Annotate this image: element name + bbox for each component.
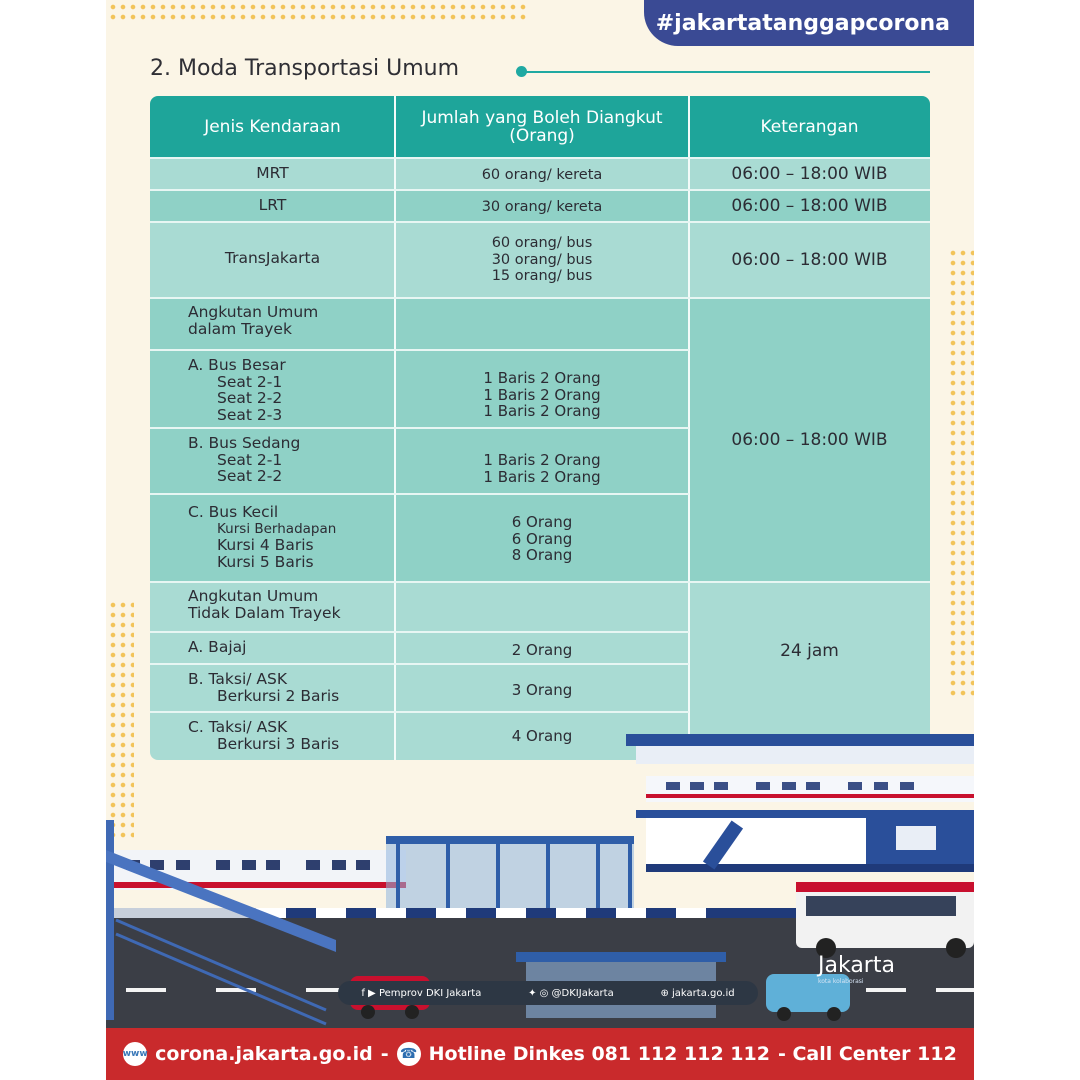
grid-h-header: [150, 157, 930, 159]
twitter-label: @DKIJakarta: [551, 987, 614, 999]
bus-kecil-seat-2: Kursi 4 Baris: [217, 536, 314, 554]
bus-kecil-counts: [395, 494, 689, 582]
bus-besar-count-3: 1 Baris 2 Orang: [483, 402, 601, 420]
bus-kecil-seat-1: Kursi Berhadapan: [217, 520, 337, 537]
twitter-link[interactable]: [528, 988, 614, 999]
grid-h-sedang: [150, 493, 689, 495]
bus-besar-counts: [395, 350, 689, 428]
globe-icon: ⊕: [660, 987, 673, 999]
grid-h-taksi2: [150, 711, 689, 713]
bus-besar-count-1: 1 Baris 2 Orang: [483, 369, 601, 387]
bajaj-label: A. Bajaj: [150, 632, 395, 664]
dots-right: [948, 248, 974, 698]
non-trayek-label: [150, 582, 395, 632]
hashtag-banner: #jakartatanggapcorona: [644, 0, 974, 46]
header-keterangan: Keterangan: [689, 96, 930, 158]
bus-besar-seat-3: Seat 2-3: [217, 405, 283, 424]
non-trayek-label-line1: Angkutan Umum: [188, 587, 319, 605]
grid-h-mrt: [150, 189, 930, 191]
taksi3-label-line1: C. Taksi/ ASK: [188, 718, 288, 736]
bus-sedang-seat-1: Seat 2-1: [217, 450, 283, 469]
non-trayek-count-empty: [395, 582, 689, 632]
footer-separator: -: [380, 1043, 389, 1065]
bus-besar-title: A. Bus Besar: [188, 356, 286, 374]
bus-kecil-count-2: 6 Orang: [511, 529, 573, 548]
row-mrt-time: 06:00 – 18:00 WIB: [689, 158, 930, 190]
row-mrt-name: MRT: [150, 158, 395, 190]
row-lrt-time: 06:00 – 18:00 WIB: [689, 190, 930, 222]
grid-h-trayek: [150, 349, 689, 351]
row-tj-counts: [395, 222, 689, 298]
trayek-label-line2: dalam Trayek: [188, 319, 292, 338]
www-icon: www: [123, 1042, 147, 1066]
web-label: jakarta.go.id: [672, 987, 735, 999]
web-link[interactable]: [660, 988, 734, 999]
jakarta-logo: Jakarta: [818, 953, 895, 978]
bus-besar-count-2: 1 Baris 2 Orang: [483, 385, 601, 404]
non-trayek-label-line2: Tidak Dalam Trayek: [188, 603, 341, 622]
bus-kecil-seat-3: Kursi 5 Baris: [217, 552, 314, 571]
facebook-youtube-icon: f ▶: [361, 987, 379, 999]
bus-sedang-seat-2: Seat 2-2: [217, 467, 283, 485]
taksi3-label-line2: Berkursi 3 Baris: [217, 734, 340, 753]
twitter-instagram-icon: ✦ ◎: [528, 987, 552, 999]
bus-sedang-title: B. Bus Sedang: [188, 434, 301, 452]
header-jumlah: Jumlah yang Boleh Diangkut (Orang): [395, 96, 689, 158]
row-lrt-count: 30 orang/ kereta: [395, 190, 689, 222]
bus-besar-seat-1: Seat 2-1: [217, 372, 283, 391]
grid-h-besar: [150, 427, 689, 429]
bus-kecil-count-1: 6 Orang: [511, 513, 573, 531]
trayek-time: 06:00 – 18:00 WIB: [689, 298, 930, 582]
phone-icon: ☎: [397, 1042, 421, 1066]
taksi3-count: 4 Orang: [395, 712, 689, 760]
section-title: 2. Moda Transportasi Umum: [150, 56, 460, 81]
trayek-label-line1: Angkutan Umum: [188, 303, 319, 321]
social-bar: [338, 981, 758, 1005]
grid-h-tj: [150, 297, 930, 299]
taksi2-label-line1: B. Taksi/ ASK: [188, 670, 288, 688]
row-tj-time: 06:00 – 18:00 WIB: [689, 222, 930, 298]
footer-website[interactable]: corona.jakarta.go.id: [155, 1043, 373, 1065]
taksi2-label-line2: Berkursi 2 Baris: [217, 686, 340, 705]
bus-kecil-count-3: 8 Orang: [511, 546, 573, 564]
facebook-label: Pemprov DKI Jakarta: [378, 987, 482, 999]
tj-count-1: 60 orang/ bus: [491, 235, 593, 251]
bus-kecil-label: [150, 494, 395, 582]
bus-kecil-title: C. Bus Kecil: [188, 503, 279, 521]
non-trayek-time: 24 jam: [689, 582, 930, 760]
poster: [106, 0, 974, 1080]
bus-sedang-counts: [395, 428, 689, 494]
footer-bar: [106, 1028, 974, 1080]
footer-hotline: Hotline Dinkes 081 112 112 112: [428, 1043, 770, 1065]
grid-h-lrt: [150, 221, 930, 223]
bus-sedang-count-1: 1 Baris 2 Orang: [483, 451, 601, 469]
row-lrt-name: LRT: [150, 190, 395, 222]
transport-table: [150, 96, 930, 760]
trayek-label: [150, 298, 395, 350]
taksi2-label: [150, 664, 395, 712]
bus-sedang-count-2: 1 Baris 2 Orang: [483, 467, 601, 486]
trayek-count-empty: [395, 298, 689, 350]
facebook-link[interactable]: [361, 988, 481, 999]
jakarta-tagline: kota kolaborasi: [818, 978, 864, 985]
bajaj-count: 2 Orang: [395, 632, 689, 664]
grid-h-bajaj: [150, 663, 689, 665]
bus-besar-label: [150, 350, 395, 428]
grid-h-nontrayek: [150, 631, 689, 633]
title-line: [522, 71, 930, 73]
grid-h-kecil: [150, 581, 930, 583]
row-mrt-count: 60 orang/ kereta: [395, 158, 689, 190]
footer-callcenter: - Call Center 112: [777, 1043, 957, 1065]
bus-besar-seat-2: Seat 2-2: [217, 389, 283, 407]
bus-sedang-label: [150, 428, 395, 494]
taksi2-count: 3 Orang: [395, 664, 689, 712]
row-tj-name: TransJakarta: [150, 222, 395, 298]
header-jenis: Jenis Kendaraan: [150, 96, 395, 158]
tj-count-2: 30 orang/ bus: [491, 251, 593, 268]
dots-top: [108, 2, 528, 22]
tj-count-3: 15 orang/ bus: [491, 268, 593, 284]
